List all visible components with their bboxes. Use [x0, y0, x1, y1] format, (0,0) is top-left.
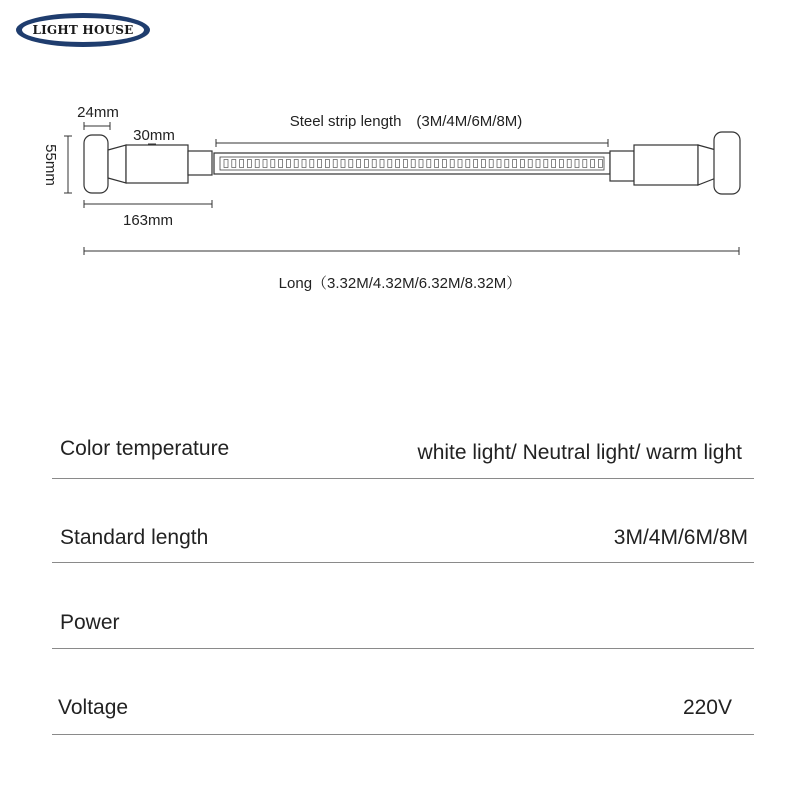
led-bead [513, 160, 517, 168]
led-bead [552, 160, 556, 168]
led-bead [372, 160, 376, 168]
led-bead [442, 160, 446, 168]
led-bead [458, 160, 462, 168]
steel-strip [214, 153, 610, 174]
spec-row-voltage [52, 682, 754, 735]
spec-value: white light/ Neutral light/ warm light [417, 441, 742, 464]
led-bead [396, 160, 400, 168]
dim-24-label: 24mm [77, 104, 119, 121]
led-bead [567, 160, 571, 168]
led-bead [255, 160, 259, 168]
led-bead [544, 160, 548, 168]
led-beads [224, 160, 602, 168]
dim-55-label: 55mm [42, 144, 59, 186]
right-end-cap [610, 132, 740, 194]
led-bead [505, 160, 509, 168]
brand-logo-text: LIGHT HOUSE [32, 23, 134, 37]
led-bead [575, 160, 579, 168]
led-bead [294, 160, 298, 168]
strip-length-label: Steel strip length (3M/4M/6M/8M) [289, 113, 523, 130]
spec-row-standard-length [52, 512, 754, 563]
product-dimension-diagram [0, 0, 800, 320]
led-bead [497, 160, 501, 168]
spec-row-color-temperature [52, 424, 754, 479]
led-bead [450, 160, 454, 168]
led-bead [481, 160, 485, 168]
led-bead [341, 160, 345, 168]
led-bead [279, 160, 283, 168]
spec-value: 3M/4M/6M/8M [613, 526, 748, 549]
led-bead [559, 160, 563, 168]
led-bead [380, 160, 384, 168]
led-bead [263, 160, 267, 168]
led-bead [591, 160, 595, 168]
led-bead [240, 160, 244, 168]
led-bead [349, 160, 353, 168]
led-bead [302, 160, 306, 168]
overall-length-label: Long（3.32M/4.32M/6.32M/8.32M） [278, 275, 522, 292]
led-bead [419, 160, 423, 168]
led-bead [224, 160, 228, 168]
spec-row-power [52, 596, 754, 649]
led-bead [388, 160, 392, 168]
led-bead [520, 160, 524, 168]
led-bead [232, 160, 236, 168]
spec-label: Standard length [60, 526, 209, 549]
led-bead [357, 160, 361, 168]
spec-label: Color temperature [60, 437, 230, 460]
led-bead [364, 160, 368, 168]
dim-163-label: 163mm [122, 212, 174, 229]
spec-value: 220V [682, 696, 732, 719]
led-bead [489, 160, 493, 168]
led-bead [427, 160, 431, 168]
led-bead [466, 160, 470, 168]
led-bead [598, 160, 602, 168]
led-bead [286, 160, 290, 168]
led-bead [310, 160, 314, 168]
dim-30-label: 30mm [133, 127, 175, 144]
led-bead [583, 160, 587, 168]
led-bead [528, 160, 532, 168]
spec-label: Voltage [58, 696, 129, 719]
led-bead [536, 160, 540, 168]
led-bead [271, 160, 275, 168]
led-bead [333, 160, 337, 168]
spec-label: Power [60, 611, 120, 634]
led-bead [318, 160, 322, 168]
led-bead [325, 160, 329, 168]
led-bead [403, 160, 407, 168]
led-bead [474, 160, 478, 168]
led-bead [411, 160, 415, 168]
led-bead [247, 160, 251, 168]
led-bead [435, 160, 439, 168]
